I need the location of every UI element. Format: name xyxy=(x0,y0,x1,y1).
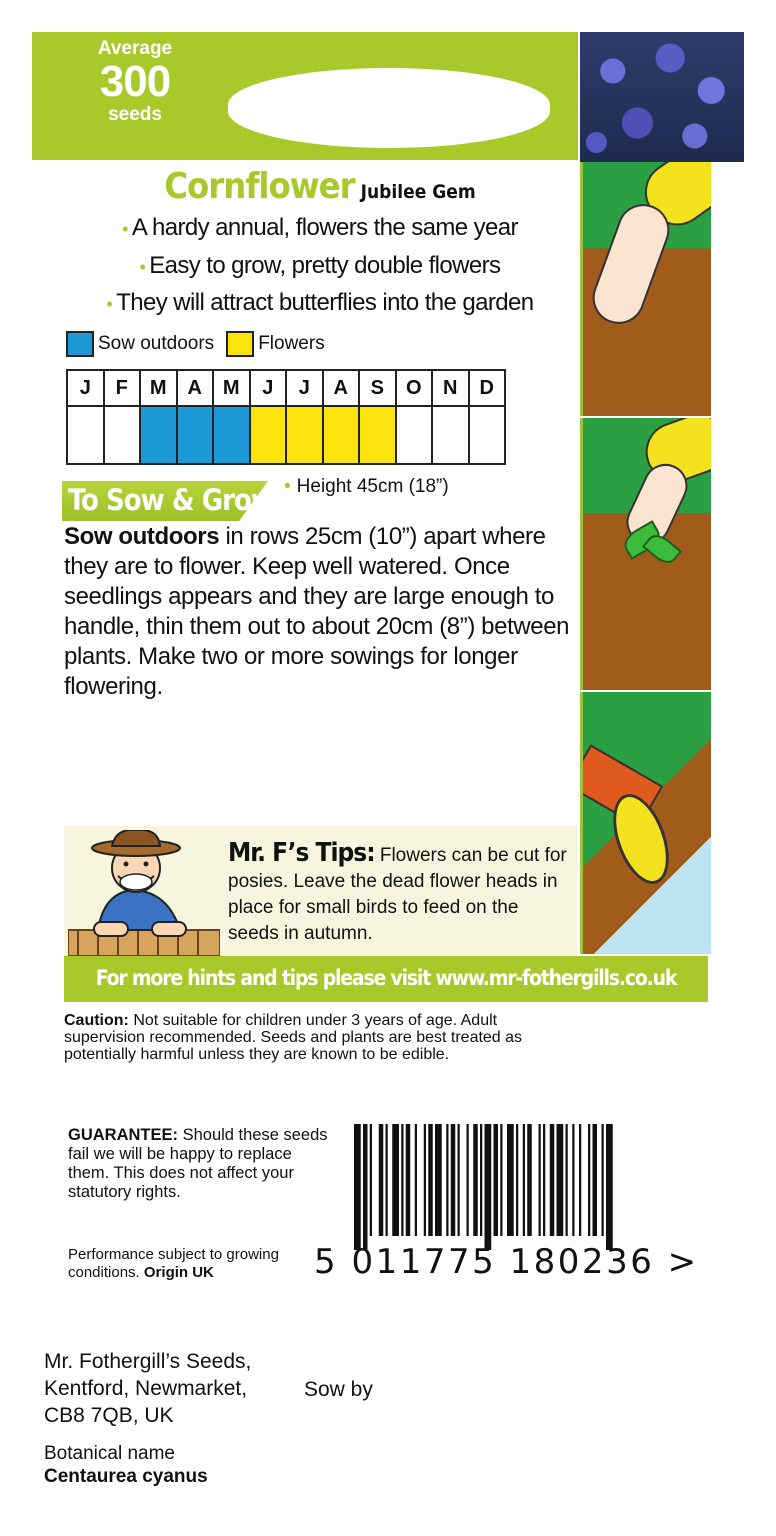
barcode-bar xyxy=(415,1124,417,1236)
barcode-graphic xyxy=(354,1124,690,1250)
sowing-calendar xyxy=(66,369,506,465)
month-cell xyxy=(67,406,104,464)
caution-lead: Caution: xyxy=(64,1012,129,1029)
bullet-icon: • xyxy=(139,257,146,277)
instructions-body: in rows 25cm (10”) apart where they are to flower. Keep well watered. Once seedlings appears and they are large enough to handle, thin them out to about 20cm (8”) between plants. Make two or more sowings for longer flowering. xyxy=(64,523,570,700)
barcode-bar xyxy=(593,1124,598,1236)
cornflower-photo xyxy=(580,32,744,162)
month-cell xyxy=(177,406,214,464)
month-header: M xyxy=(213,370,250,406)
address-line: CB8 7QB, UK xyxy=(44,1404,174,1427)
barcode-bar xyxy=(516,1124,518,1236)
month-cell xyxy=(469,406,506,464)
address-line: Mr. Fothergill’s Seeds, xyxy=(44,1350,252,1373)
address-line: Kentford, Newmarket, xyxy=(44,1377,248,1400)
bullet-icon: • xyxy=(122,219,128,239)
month-cell xyxy=(213,406,250,464)
guarantee-lead: GUARANTEE: xyxy=(68,1126,178,1144)
sow-grow-heading: To Sow & Grow xyxy=(68,483,274,517)
barcode-bar xyxy=(507,1124,514,1236)
botanical-name-block xyxy=(44,1442,208,1488)
month-header: F xyxy=(104,370,141,406)
barcode-bar xyxy=(606,1124,613,1250)
barcode-digits: 5 011775 180236 > xyxy=(314,1242,699,1282)
barcode-bar xyxy=(428,1124,433,1236)
company-address xyxy=(44,1348,251,1429)
seed-count: 300 xyxy=(99,57,171,106)
tips-heading: Mr. F’s Tips: xyxy=(228,838,375,868)
sowing-illustration xyxy=(580,162,711,416)
feature-item: • A hardy annual, flowers the same year xyxy=(122,214,518,241)
month-header: J xyxy=(67,370,104,406)
barcode-bar xyxy=(401,1124,403,1236)
barcode-bar xyxy=(539,1124,541,1236)
barcode-bar xyxy=(579,1124,581,1236)
seed-unit: seeds xyxy=(108,104,162,125)
barcode-bar xyxy=(480,1124,482,1236)
barcode-bar xyxy=(500,1124,502,1236)
title-variety: Jubilee Gem xyxy=(360,181,476,203)
month-cell xyxy=(104,406,141,464)
month-header: A xyxy=(323,370,360,406)
barcode-bar xyxy=(557,1124,564,1236)
barcode-bar xyxy=(458,1124,460,1236)
month-header: S xyxy=(359,370,396,406)
barcode-bar xyxy=(572,1124,574,1236)
watering-illustration xyxy=(580,692,711,954)
barcode-bar xyxy=(435,1124,442,1236)
product-title xyxy=(60,166,580,207)
guarantee-text xyxy=(68,1126,328,1202)
month-header: D xyxy=(469,370,506,406)
month-cell xyxy=(396,406,433,464)
barcode-bar xyxy=(494,1124,499,1236)
feature-item: • Easy to grow, pretty double flowers xyxy=(139,252,501,279)
blank-label-oval xyxy=(228,68,550,148)
month-header: M xyxy=(140,370,177,406)
barcode-bar xyxy=(566,1124,568,1236)
sow-outdoors-swatch xyxy=(66,331,94,357)
month-header: N xyxy=(432,370,469,406)
height-note: • Height 45cm (18”) xyxy=(284,476,449,497)
website-text: For more hints and tips please visit www.mr-fothergills.co.uk xyxy=(95,966,677,990)
performance-text xyxy=(68,1246,328,1282)
barcode-bar xyxy=(379,1124,384,1236)
barcode-bar xyxy=(473,1124,478,1236)
performance-body: Performance subject to growing conditions. xyxy=(68,1246,279,1281)
botanical-label: Botanical name xyxy=(44,1443,175,1464)
mr-f-mascot-illustration xyxy=(68,830,220,956)
guarantee-body: Should these seeds fail we will be happy to replace them. This does not affect your statutory rights. xyxy=(68,1126,328,1201)
caution-body: Not suitable for children under 3 years of age. Adult supervision recommended. Seeds and plants are best treated as potentially harmful unless they are known to be edible. xyxy=(64,1012,523,1063)
bullet-icon: • xyxy=(106,294,113,314)
bullet-icon: • xyxy=(284,476,291,497)
barcode-bar xyxy=(446,1124,448,1236)
month-cell xyxy=(140,406,177,464)
calendar-legend xyxy=(66,330,337,358)
barcode-bar xyxy=(392,1124,399,1236)
barcode-bar xyxy=(543,1124,545,1236)
barcode-bar xyxy=(424,1124,426,1236)
month-header: O xyxy=(396,370,433,406)
barcode-bar xyxy=(451,1124,456,1236)
month-cell xyxy=(432,406,469,464)
average-label: Average xyxy=(97,38,173,59)
caution-text xyxy=(64,1012,564,1063)
calendar-status-row xyxy=(67,406,505,464)
sow-outdoors-label: Sow outdoors xyxy=(98,333,215,354)
barcode-bar xyxy=(588,1124,590,1236)
flowers-label: Flowers xyxy=(258,333,325,354)
barcode-bar xyxy=(550,1124,555,1236)
tips-body: Flowers can be cut for posies. Leave the dead flower heads in place for small birds to feed on the seeds in autumn. xyxy=(228,845,567,944)
month-header: J xyxy=(250,370,287,406)
barcode-bar xyxy=(354,1124,361,1250)
title-main: Cornflower xyxy=(164,166,355,207)
barcode-bar xyxy=(527,1124,532,1236)
seed-count-block xyxy=(40,34,230,126)
barcode-bar xyxy=(485,1124,492,1250)
barcode-bar xyxy=(523,1124,525,1236)
calendar-months-row xyxy=(67,370,505,406)
month-cell xyxy=(286,406,323,464)
tips-text xyxy=(228,840,573,947)
month-header: J xyxy=(286,370,323,406)
barcode-bar xyxy=(386,1124,388,1236)
thinning-illustration xyxy=(580,418,711,690)
sow-by-label: Sow by xyxy=(304,1378,373,1401)
month-cell xyxy=(359,406,396,464)
origin-label: Origin UK xyxy=(143,1264,214,1281)
barcode-bar xyxy=(363,1124,368,1250)
month-cell xyxy=(250,406,287,464)
instructions-lead: Sow outdoors xyxy=(64,523,220,550)
feature-item: • They will attract butterflies into the garden xyxy=(106,289,534,316)
barcode-bar xyxy=(370,1124,372,1236)
flowers-swatch xyxy=(226,331,254,357)
sowing-instructions xyxy=(64,522,584,702)
month-cell xyxy=(323,406,360,464)
month-header: A xyxy=(177,370,214,406)
barcode-bar xyxy=(602,1124,604,1236)
barcode-bar xyxy=(406,1124,411,1236)
botanical-name: Centaurea cyanus xyxy=(44,1466,208,1487)
barcode-bar xyxy=(467,1124,469,1236)
